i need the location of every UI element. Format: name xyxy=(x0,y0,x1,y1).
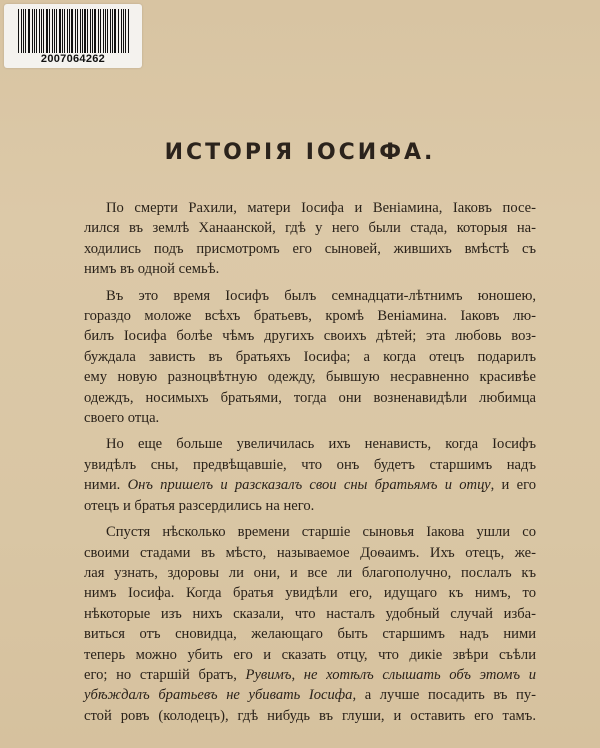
text-line: билъ Іосифа болѣе чѣмъ другихъ своихъ дѣтей; эта любовь воз- xyxy=(84,328,536,345)
page-title: ИСТОРІЯ ІОСИФА. xyxy=(164,140,436,165)
text-line: лая узнать, здоровы ли они, и все ли благополучно, послалъ къ xyxy=(84,564,536,581)
text-line: отецъ и братья разсердились на него. xyxy=(84,497,315,514)
text-run: его; но старшій братъ, xyxy=(84,666,246,683)
text-run: , и его xyxy=(490,477,537,494)
text-line xyxy=(84,665,536,685)
text-line: лился въ землѣ Ханаанской, гдѣ у него были стада, которыя на- xyxy=(84,220,536,237)
text-line: увидѣлъ сны, предвѣщавшіе, что онъ будетъ старшимъ надъ xyxy=(84,456,536,473)
italic-text-run: Онъ пришелъ и разсказалъ свои сны братьямъ и отцу xyxy=(127,477,491,494)
text-line: Спустя нѣсколько времени старшіе сыновья Іакова ушли со xyxy=(106,524,536,541)
text-run: ними. xyxy=(84,477,128,494)
text-line: нимъ Іосифа. Когда братья увидѣли его, идущаго къ нимъ, то xyxy=(84,585,536,602)
barcode-icon xyxy=(18,9,130,53)
italic-text-run: Рувимъ, не хотѣлъ слышать объ этомъ и xyxy=(245,666,536,683)
text-line: виться отъ сновидца, желающаго быть старшимъ надъ ними xyxy=(84,626,536,643)
paragraph-4 xyxy=(84,522,536,726)
text-line: нимъ въ одной семьѣ. xyxy=(84,261,220,278)
text-line: гораздо моложе всѣхъ братьевъ, кромѣ Веніамина. Іаковъ лю- xyxy=(84,308,536,325)
paragraph-2 xyxy=(84,286,536,429)
text-line: нѣкоторые изъ нихъ сказали, что насталъ удобный случай изба- xyxy=(84,605,536,622)
text-run: а лучше посадить въ пу- xyxy=(356,687,536,704)
text-line xyxy=(84,475,536,495)
text-line: ему новую разноцвѣтную одежду, бывшую несравненно красивѣе xyxy=(84,369,536,386)
text-line: ходились подъ присмотромъ его сыновей, жившихъ вмѣстѣ съ xyxy=(84,240,536,257)
text-line: одеждъ, носимыхъ братьями, тогда они возненавидѣли любимца xyxy=(84,389,536,406)
text-line: теперь можно убить его и сказать отцу, что дикіе звѣри съѣли xyxy=(84,646,536,663)
text-line xyxy=(84,685,536,705)
paragraph-3 xyxy=(84,434,536,516)
text-line: стой ровъ (колодецъ), гдѣ нибудь въ глуши, и оставить его тамъ. xyxy=(84,707,536,724)
document-body xyxy=(84,198,536,726)
italic-text-run: убѣждалъ братьевъ не убивать Іосифа, xyxy=(84,687,357,704)
text-line: буждала зависть въ братьяхъ Іосифа; а когда отецъ подарилъ xyxy=(84,348,536,365)
barcode-number: 2007064262 xyxy=(40,53,106,65)
text-line: Но еще больше увеличилась ихъ ненависть, когда Іосифъ xyxy=(106,436,536,453)
text-line: своими стадами въ мѣсто, называемое Доѳаимъ. Ихъ отецъ, же- xyxy=(84,544,536,561)
paragraph-1 xyxy=(84,198,536,280)
text-line: своего отца. xyxy=(84,410,160,427)
text-line: Въ это время Іосифъ былъ семнадцати-лѣтнимъ юношею, xyxy=(106,287,536,304)
barcode-label xyxy=(4,4,142,68)
text-line: По смерти Рахили, матери Іосифа и Веніамина, Іаковъ посе- xyxy=(106,200,536,216)
